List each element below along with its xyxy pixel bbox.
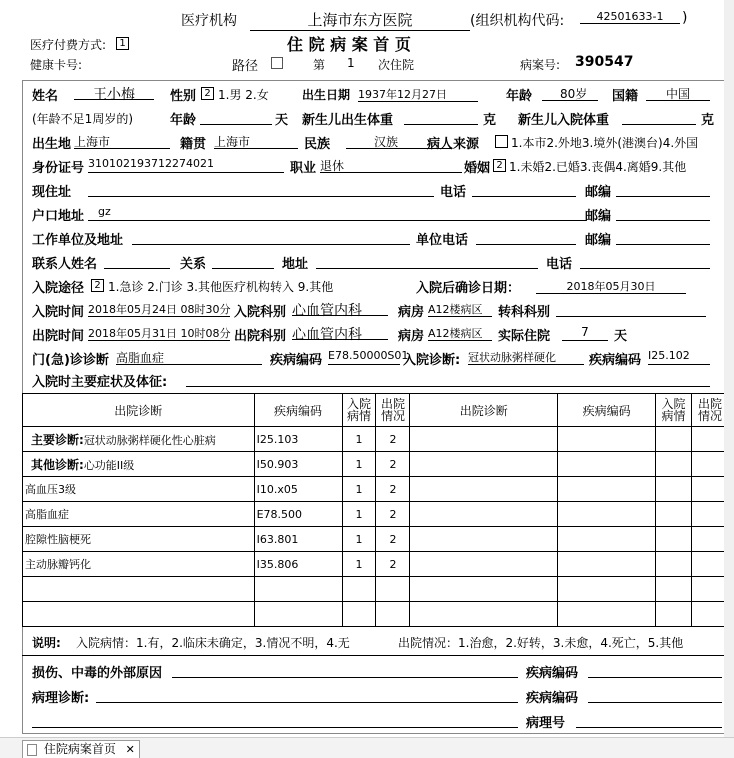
name-label: 姓名: [32, 89, 59, 104]
diag-in-cell[interactable]: 1: [342, 427, 376, 452]
diag-name-cell[interactable]: [23, 427, 255, 452]
source-label: 病人来源: [427, 137, 480, 152]
injury-label: 损伤、中毒的外部原因: [32, 666, 163, 681]
in-code-label: 疾病编码: [589, 353, 642, 368]
injury-field[interactable]: [172, 662, 518, 678]
op-diag-field[interactable]: 高脂血症: [116, 349, 262, 365]
diag-in-cell[interactable]: 1: [342, 477, 376, 502]
newborn-admit-weight-label: 新生儿入院体重: [518, 113, 610, 128]
diag-name-cell-2[interactable]: [410, 577, 558, 602]
sex-code-box[interactable]: 2: [201, 87, 214, 100]
diag-name-cell-2[interactable]: [410, 527, 558, 552]
marriage-options: 1.未婚2.已婚3.丧偶4.离婚9.其他: [509, 160, 687, 174]
diag-name-cell-2[interactable]: [410, 477, 558, 502]
case-no-label: 病案号:: [520, 58, 561, 72]
diag-name: 冠状动脉粥样硬化性心脏病: [83, 433, 216, 447]
birthplace-field[interactable]: 上海市: [74, 133, 170, 149]
diag-out-cell-2[interactable]: [691, 602, 728, 627]
vertical-scrollbar[interactable]: [724, 0, 734, 737]
pathway-checkbox[interactable]: [271, 57, 283, 69]
relation-label: 关系: [180, 257, 207, 272]
diag-code-cell-2[interactable]: [558, 527, 656, 552]
injury-code-field[interactable]: [588, 662, 722, 678]
col-out-diag-2: 出院诊断: [410, 394, 558, 427]
org-code-close: ): [682, 10, 688, 26]
diag-name: 高脂血症: [25, 508, 69, 521]
diag-name: 心功能II级: [83, 458, 135, 472]
newborn-weight-field[interactable]: [404, 109, 478, 125]
diag-code-cell-2[interactable]: [558, 577, 656, 602]
diag-in-cell[interactable]: 1: [342, 502, 376, 527]
visit-prefix: 第: [313, 58, 326, 72]
diagnosis-table: [22, 393, 729, 627]
diag-code-cell[interactable]: I50.903: [254, 452, 342, 477]
address-field[interactable]: [88, 181, 434, 197]
hukou-zip-label: 邮编: [585, 209, 612, 224]
org-code-label: (组织机构代码:: [470, 13, 565, 29]
tab-case-front-page[interactable]: [22, 740, 140, 758]
diag-name-cell[interactable]: [23, 602, 255, 627]
diag-name-cell[interactable]: [23, 502, 255, 527]
phone-label: 电话: [440, 185, 467, 200]
in-dept-field[interactable]: 心血管内科: [292, 300, 388, 316]
table-row: [23, 502, 729, 527]
diag-code-cell[interactable]: [254, 602, 342, 627]
ethnic-field[interactable]: 汉族: [346, 133, 452, 149]
diag-in-cell[interactable]: 1: [342, 527, 376, 552]
hukou-zip-field[interactable]: [616, 205, 710, 221]
out-dept-field[interactable]: 心血管内科: [292, 324, 388, 340]
diag-out-cell[interactable]: 2: [376, 552, 410, 577]
diag-in-cell[interactable]: 1: [342, 452, 376, 477]
diag-out-cell-2[interactable]: [691, 552, 728, 577]
transfer-field[interactable]: [556, 301, 706, 317]
contact-label: 联系人姓名: [32, 257, 98, 272]
in-time-field[interactable]: 2018年05月24日 08时30分: [88, 303, 231, 316]
diag-out-cell-2[interactable]: [691, 577, 728, 602]
source-code-box[interactable]: [495, 135, 508, 148]
infant-age-label2: 年龄: [170, 113, 197, 128]
diag-in-cell-2[interactable]: [656, 452, 692, 477]
age-field[interactable]: 80岁: [542, 85, 598, 101]
org-name: 上海市东方医院: [250, 9, 470, 31]
days-field[interactable]: 7: [562, 325, 608, 341]
close-icon[interactable]: ✕: [125, 743, 135, 756]
confirm-date-field[interactable]: 2018年05月30日: [536, 278, 686, 294]
diag-name-cell-2[interactable]: [410, 427, 558, 452]
visit-no: 1: [347, 56, 355, 70]
days-label: 实际住院: [498, 329, 551, 344]
org-label: 医疗机构: [181, 13, 237, 29]
pay-label: 医疗付费方式:: [30, 38, 107, 52]
diag-out-cell[interactable]: 2: [376, 477, 410, 502]
contact-phone-label: 电话: [546, 257, 573, 272]
work-label: 工作单位及地址: [32, 233, 124, 248]
diag-name-cell-2[interactable]: [410, 502, 558, 527]
newborn-admit-weight-field[interactable]: [622, 109, 696, 125]
diag-name: 腔隙性脑梗死: [25, 533, 91, 546]
diag-out-cell-2[interactable]: [691, 427, 728, 452]
patho-code-label: 疾病编码: [526, 691, 579, 706]
op-diag-label: 门(急)诊诊断: [32, 353, 109, 368]
route-options: 1.急诊 2.门诊 3.其他医疗机构转入 9.其他: [108, 280, 334, 294]
diag-out-cell[interactable]: 2: [376, 452, 410, 477]
job-label: 职业: [290, 161, 317, 176]
contact-phone-field[interactable]: [580, 253, 710, 269]
table-row: [23, 527, 729, 552]
diag-code-cell-2[interactable]: [558, 452, 656, 477]
diag-code-cell-2[interactable]: [558, 502, 656, 527]
patho-no-label: 病理号: [526, 716, 566, 731]
diag-out-cell[interactable]: 2: [376, 527, 410, 552]
relation-field[interactable]: [212, 253, 274, 269]
birthplace-label: 出生地: [32, 137, 72, 152]
diag-in-cell[interactable]: [342, 602, 376, 627]
injury-code-label: 疾病编码: [526, 666, 579, 681]
zip-label: 邮编: [585, 185, 612, 200]
health-card-label: 健康卡号:: [30, 58, 83, 72]
op-code-label: 疾病编码: [270, 353, 323, 368]
diag-name-cell[interactable]: [23, 577, 255, 602]
table-row: [23, 477, 729, 502]
diagnosis-table-body: [23, 427, 729, 627]
source-options: 1.本市2.外地3.境外(港澳台)4.外国: [511, 136, 699, 150]
diag-out-cell[interactable]: [376, 602, 410, 627]
ethnic-label: 民族: [304, 137, 331, 152]
work-field[interactable]: [132, 229, 410, 245]
diag-code-cell[interactable]: I35.806: [254, 552, 342, 577]
in-code-field[interactable]: I25.102: [648, 349, 710, 365]
diag-in-cell-2[interactable]: [656, 552, 692, 577]
symptom-field[interactable]: [186, 371, 710, 387]
col-code: 疾病编码: [254, 394, 342, 427]
in-ward-field[interactable]: A12楼病区: [428, 301, 492, 317]
work-zip-field[interactable]: [616, 229, 710, 245]
patho-field[interactable]: [96, 687, 518, 703]
infant-age-unit: 天: [275, 113, 289, 128]
route-label: 入院途径: [32, 281, 85, 296]
sex-options: 1.男 2.女: [218, 88, 269, 102]
col-in-state-2: 入院病情: [656, 394, 692, 427]
org-code: 42501633-1: [580, 10, 680, 24]
diag-code-cell[interactable]: E78.500: [254, 502, 342, 527]
document-icon: [27, 744, 37, 756]
work-zip-label: 邮编: [585, 233, 612, 248]
table-row: [23, 427, 729, 452]
diag-in-cell-2[interactable]: [656, 577, 692, 602]
diag-name-cell-2[interactable]: [410, 552, 558, 577]
op-code-field[interactable]: E78.50000S01: [328, 349, 400, 365]
age-label: 年龄: [506, 89, 533, 104]
in-time-label: 入院时间: [32, 305, 85, 320]
case-no: 390547: [575, 54, 634, 70]
col-out-diag: 出院诊断: [23, 394, 255, 427]
hukou-label: 户口地址: [32, 209, 85, 224]
col-out-state: 出院情况: [376, 394, 410, 427]
marriage-code-box[interactable]: 2: [493, 159, 506, 172]
newborn-admit-weight-unit: 克: [701, 113, 715, 128]
table-row: [23, 602, 729, 627]
out-dept-label: 出院科别: [234, 329, 287, 344]
id-label: 身份证号: [32, 161, 85, 176]
route-code-box[interactable]: 2: [91, 279, 104, 292]
diag-prefix: 其他诊断:: [31, 457, 84, 472]
out-ward-label: 病房: [398, 329, 425, 344]
native-label: 籍贯: [180, 137, 207, 152]
diag-code-cell-2[interactable]: [558, 552, 656, 577]
note-label: 说明:: [32, 636, 61, 650]
infant-age-label: (年龄不足1周岁的): [32, 112, 133, 126]
diag-out-cell-2[interactable]: [691, 477, 728, 502]
name-field[interactable]: 王小梅: [74, 84, 154, 100]
table-row: [23, 552, 729, 577]
newborn-weight-unit: 克: [483, 113, 497, 128]
contact-addr-label: 地址: [282, 257, 309, 272]
nation-label: 国籍: [612, 89, 639, 104]
page-title: 住 院 病 案 首 页: [287, 35, 411, 54]
contact-addr-field[interactable]: [316, 253, 538, 269]
in-ward-label: 病房: [398, 305, 425, 320]
tab-label: 住院病案首页: [43, 742, 116, 756]
sex-label: 性别: [170, 89, 197, 104]
patho-no-field[interactable]: [576, 712, 722, 728]
table-header-row: [23, 394, 729, 427]
job-field[interactable]: 退休: [320, 157, 462, 173]
diag-in-cell-2[interactable]: [656, 477, 692, 502]
hukou-field[interactable]: gz: [88, 205, 586, 221]
address-label: 现住址: [32, 185, 72, 200]
diag-code-cell[interactable]: [254, 577, 342, 602]
pay-code-box[interactable]: 1: [116, 37, 129, 50]
col-out-state-2: 出院情况: [691, 394, 728, 427]
table-row: [23, 577, 729, 602]
phone-field[interactable]: [472, 181, 576, 197]
diag-in-cell[interactable]: 1: [342, 552, 376, 577]
patho-label: 病理诊断:: [32, 691, 90, 706]
diag-name: 主动脉瓣钙化: [25, 558, 91, 571]
marriage-label: 婚姻: [464, 161, 491, 176]
out-time-label: 出院时间: [32, 329, 85, 344]
in-diag-label: 入院诊断:: [403, 353, 461, 368]
infant-age-field[interactable]: [200, 109, 272, 125]
diag-code-cell-2[interactable]: [558, 602, 656, 627]
diag-name: 高血压3级: [25, 483, 76, 496]
contact-field[interactable]: [104, 253, 170, 269]
diag-name-cell-2[interactable]: [410, 602, 558, 627]
in-dept-label: 入院科别: [234, 305, 287, 320]
patho-field-2[interactable]: [32, 712, 518, 728]
transfer-label: 转科科别: [498, 305, 551, 320]
diag-name-cell[interactable]: [23, 527, 255, 552]
work-phone-label: 单位电话: [416, 233, 469, 248]
pathway-label: 路径: [232, 59, 259, 74]
dob-field[interactable]: 1937年12月27日: [358, 86, 478, 102]
diag-out-cell-2[interactable]: [691, 502, 728, 527]
days-unit: 天: [614, 329, 628, 344]
diag-in-cell[interactable]: [342, 577, 376, 602]
diag-out-cell-2[interactable]: [691, 527, 728, 552]
col-code-2: 疾病编码: [558, 394, 656, 427]
diag-in-cell-2[interactable]: [656, 427, 692, 452]
diag-name-cell[interactable]: [23, 477, 255, 502]
diag-out-cell[interactable]: 2: [376, 427, 410, 452]
work-phone-field[interactable]: [476, 229, 576, 245]
diag-name-cell-2[interactable]: [410, 452, 558, 477]
diag-in-cell-2[interactable]: [656, 602, 692, 627]
diag-name-cell[interactable]: [23, 552, 255, 577]
diag-code-cell[interactable]: I25.103: [254, 427, 342, 452]
native-field[interactable]: 上海市: [214, 133, 298, 149]
diag-code-cell[interactable]: I63.801: [254, 527, 342, 552]
patho-code-field[interactable]: [588, 687, 722, 703]
diag-out-cell[interactable]: 2: [376, 502, 410, 527]
zip-field[interactable]: [616, 181, 710, 197]
col-in-state: 入院病情: [342, 394, 376, 427]
out-ward-field[interactable]: A12楼病区: [428, 325, 492, 341]
note-in: 入院病情：1.有，2.临床未确定，3.情况不明，4.无: [76, 636, 350, 650]
diag-prefix: 主要诊断:: [31, 432, 84, 447]
diag-code-cell-2[interactable]: [558, 427, 656, 452]
nation-field[interactable]: 中国: [646, 85, 710, 101]
id-field[interactable]: 310102193712274021: [88, 157, 284, 173]
diag-out-cell[interactable]: [376, 577, 410, 602]
tab-bar: [0, 737, 734, 758]
dob-label: 出生日期: [302, 88, 351, 102]
symptom-label: 入院时主要症状及体征:: [32, 375, 168, 390]
note-out: 出院情况：1.治愈，2.好转，3.未愈，4.死亡，5.其他: [398, 636, 684, 650]
newborn-weight-label: 新生儿出生体重: [302, 113, 394, 128]
diag-code-cell-2[interactable]: [558, 477, 656, 502]
confirm-label: 入院后确诊日期：: [416, 281, 521, 296]
table-row: [23, 452, 729, 477]
in-diag-field[interactable]: 冠状动脉粥样硬化: [468, 349, 584, 365]
visit-suffix: 次住院: [378, 58, 415, 72]
out-time-field[interactable]: 2018年05月31日 10时08分: [88, 327, 231, 340]
diag-name-cell[interactable]: [23, 452, 255, 477]
diag-code-cell[interactable]: I10.x05: [254, 477, 342, 502]
diag-in-cell-2[interactable]: [656, 527, 692, 552]
diag-in-cell-2[interactable]: [656, 502, 692, 527]
diag-out-cell-2[interactable]: [691, 452, 728, 477]
